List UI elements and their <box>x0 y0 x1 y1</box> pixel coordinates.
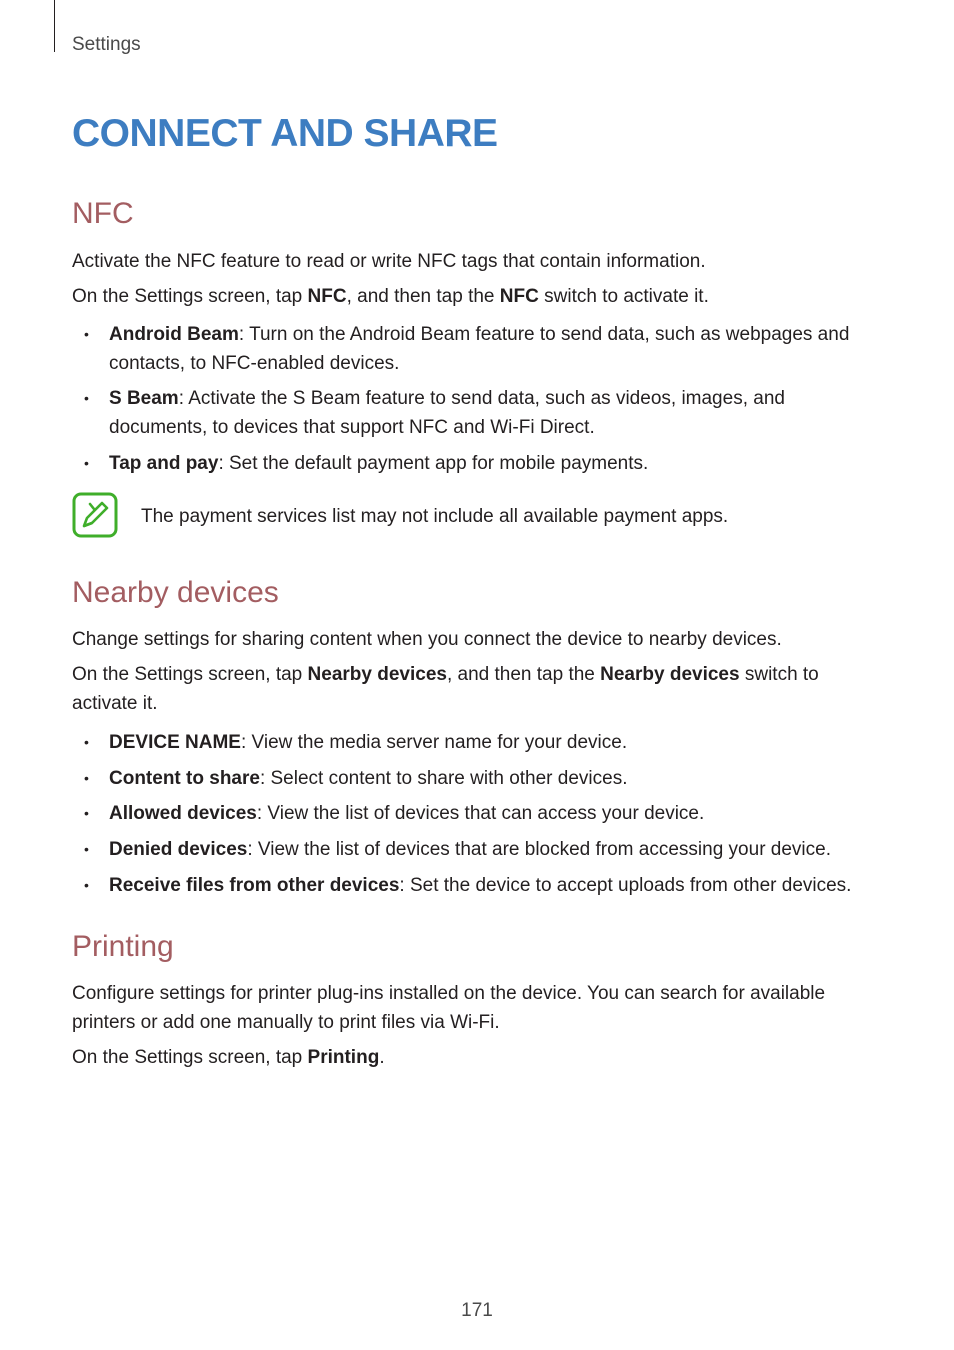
nearby-intro: Change settings for sharing content when you connect the device to nearby devices. <box>72 629 782 650</box>
list-item: • S Beam: Activate the S Beam feature to send data, such as videos, images, and documents, to devices that support NFC and Wi-Fi Direct. <box>84 388 785 438</box>
list-item: • Content to share: Select content to share with other devices. <box>84 768 628 789</box>
list-item: • Denied devices: View the list of devices that are blocked from accessing your device. <box>84 839 831 860</box>
list-item: • Tap and pay: Set the default payment app for mobile payments. <box>84 453 649 474</box>
printing-instruction: On the Settings screen, tap Printing. <box>72 1047 385 1068</box>
note-pencil-icon <box>72 492 118 538</box>
nearby-heading: Nearby devices <box>72 576 279 609</box>
section-label: Settings <box>72 34 141 55</box>
printing-heading: Printing <box>72 930 174 963</box>
note-text: The payment services list may not include all available payment apps. <box>141 506 729 527</box>
header-rule <box>54 0 55 52</box>
nfc-heading: NFC <box>72 197 134 230</box>
nfc-intro: Activate the NFC feature to read or write NFC tags that contain information. <box>72 251 706 272</box>
list-item: • Android Beam: Turn on the Android Beam feature to send data, such as webpages and contacts, to NFC-enabled devices. <box>84 324 850 374</box>
page-title: CONNECT AND SHARE <box>72 112 498 155</box>
nfc-instruction: On the Settings screen, tap NFC, and then tap the NFC switch to activate it. <box>72 286 709 307</box>
list-item: • Receive files from other devices: Set the device to accept uploads from other devices. <box>84 875 852 896</box>
list-item: • DEVICE NAME: View the media server name for your device. <box>84 732 628 753</box>
list-item: • Allowed devices: View the list of devices that can access your device. <box>84 803 705 824</box>
nearby-instruction: On the Settings screen, tap Nearby devices, and then tap the Nearby devices switch to activate it. <box>72 664 819 714</box>
printing-intro: Configure settings for printer plug-ins installed on the device. You can search for available printers or add one manually to print files via Wi-Fi. <box>72 983 826 1033</box>
page-number: 171 <box>461 1300 493 1321</box>
